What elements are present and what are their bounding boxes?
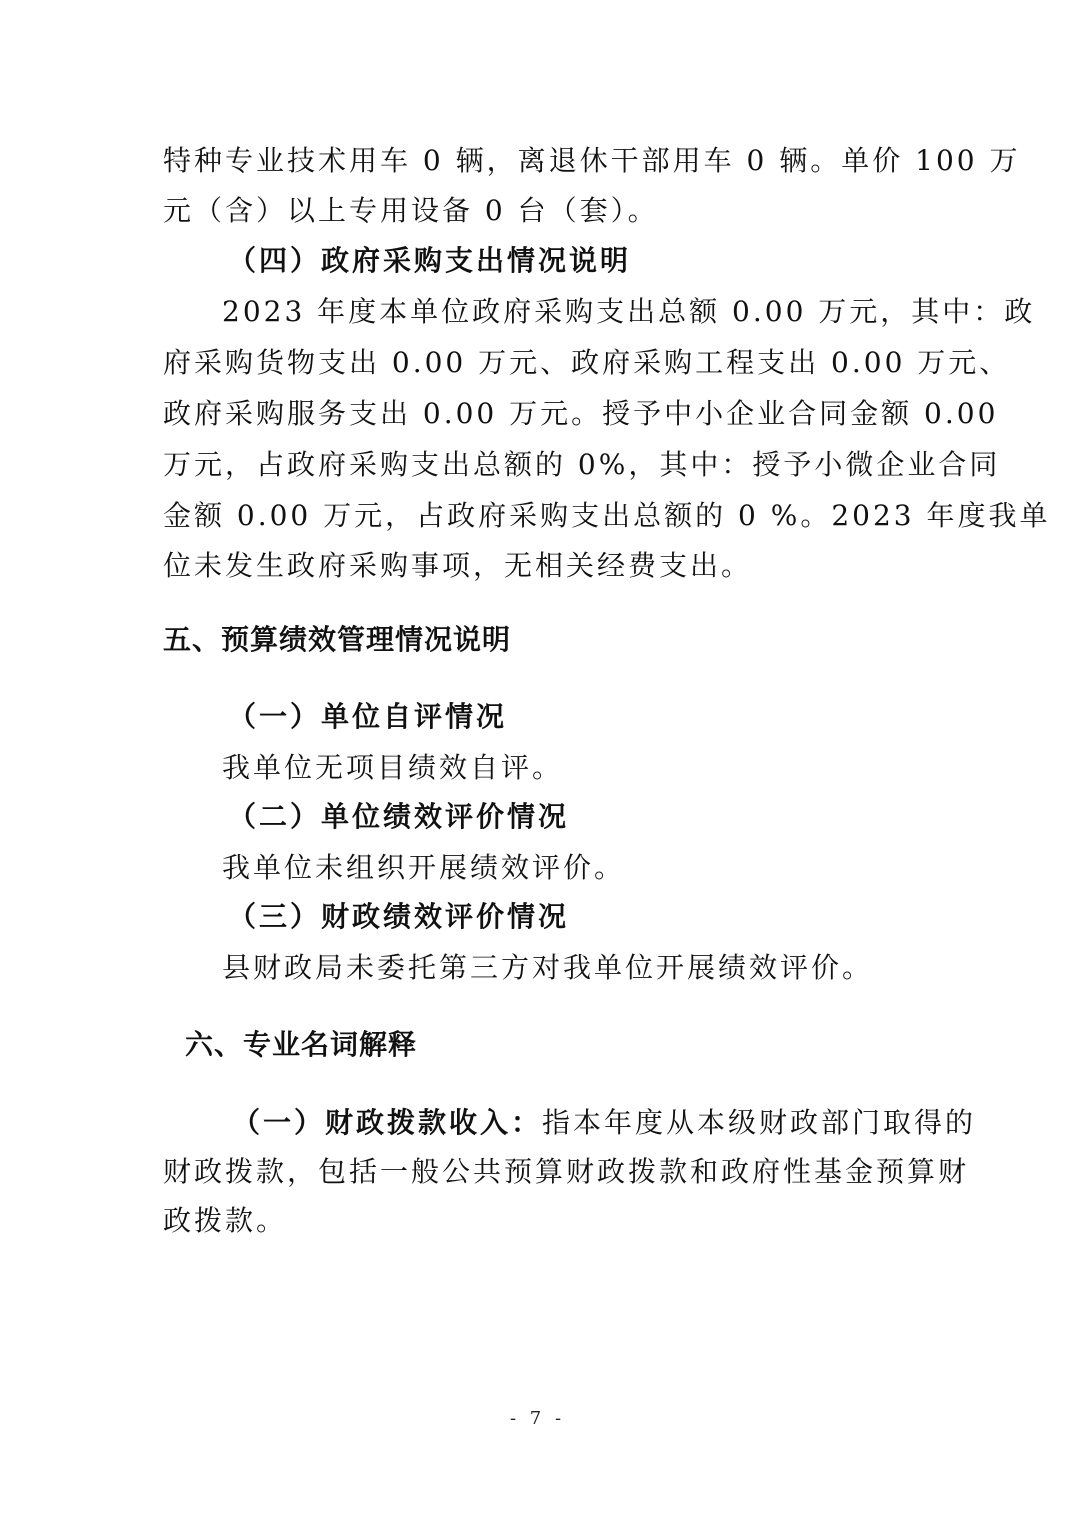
procurement-line-6: 位未发生政府采购事项，无相关经费支出。 [163,549,753,582]
unit-evaluation-text: 我单位未组织开展绩效评价。 [222,851,626,884]
term-1-definition-start: 指本年度从本级财政部门取得的 [542,1106,977,1139]
term-1-line-2: 财政拨款，包括一般公共预算财政拨款和政府性基金预算财 [163,1155,970,1188]
heading-self-evaluation: （一）单位自评情况 [228,700,508,733]
procurement-line-1: 2023 年度本单位政府采购支出总额 0.00 万元，其中：政 [222,295,1036,328]
heading-finance-evaluation: （三）财政绩效评价情况 [228,900,570,933]
term-1-line-1 [232,1103,977,1143]
finance-evaluation-text: 县财政局未委托第三方对我单位开展绩效评价。 [222,951,874,984]
procurement-line-4: 万元，占政府采购支出总额的 0%，其中：授予小微企业合同 [163,448,1001,481]
heading-procurement: （四）政府采购支出情况说明 [228,244,632,277]
term-1-line-3: 政拨款。 [163,1204,288,1237]
heading-section-6: 六、专业名词解释 [185,1028,418,1061]
term-1-label: （一）财政拨款收入： [232,1106,543,1139]
paragraph-vehicles-line-2: 元（含）以上专用设备 0 台（套）。 [163,194,659,227]
procurement-line-5: 金额 0.00 万元，占政府采购支出总额的 0 %。2023 年度我单 [163,499,1051,532]
heading-unit-evaluation: （二）单位绩效评价情况 [228,800,570,833]
heading-section-5: 五、预算绩效管理情况说明 [163,623,512,656]
page-number: - 7 - [509,1408,566,1429]
self-evaluation-text: 我单位无项目绩效自评。 [222,751,564,784]
paragraph-vehicles-line-1: 特种专业技术用车 0 辆，离退休干部用车 0 辆。单价 100 万 [163,144,1021,177]
procurement-line-2: 府采购货物支出 0.00 万元、政府采购工程支出 0.00 万元、 [163,346,1011,379]
procurement-line-3: 政府采购服务支出 0.00 万元。授予中小企业合同金额 0.00 [163,397,999,430]
